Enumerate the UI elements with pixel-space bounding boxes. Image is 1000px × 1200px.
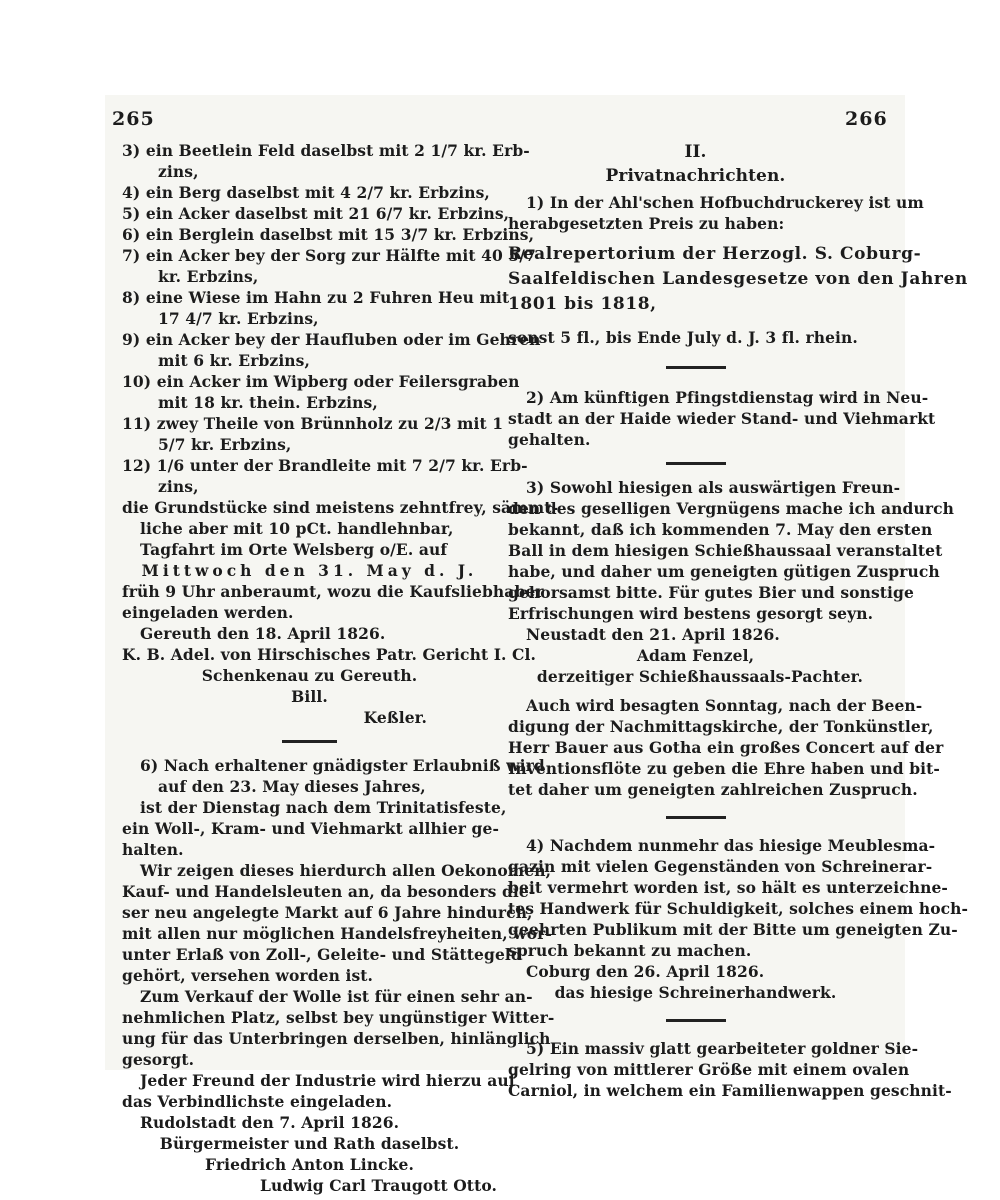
list-line: 17 4/7 kr. Erbzins, bbox=[158, 309, 319, 328]
list-line: 3) ein Beetlein Feld daselbst mit 2 1/7 kr. Erb- bbox=[122, 141, 530, 160]
notice-line: Tagfahrt im Orte Welsberg o/E. auf bbox=[140, 540, 448, 559]
signatory: Friedrich Anton Lincke. bbox=[205, 1155, 414, 1174]
notice-line: eingeladen werden. bbox=[122, 603, 294, 622]
ad-line: bekannt, daß ich kommenden 7. May den ersten bbox=[508, 520, 933, 539]
ad-line: tet daher um geneigten zahlreichen Zuspruch. bbox=[508, 780, 918, 799]
list-line: 6) ein Berglein daselbst mit 15 3/7 kr. Erbzins, bbox=[122, 225, 535, 244]
market-place-date: Rudolstadt den 7. April 1826. bbox=[140, 1113, 400, 1132]
issuing-court: K. B. Adel. von Hirschisches Patr. Gericht I. Cl. bbox=[122, 645, 536, 664]
ad-line: digung der Nachmittagskirche, der Tonkünstler, bbox=[508, 717, 934, 736]
list-line: 10) ein Acker im Wipberg oder Feilersgraben bbox=[122, 372, 520, 391]
page-number-left: 265 bbox=[112, 108, 155, 130]
ad-line: 3) Sowohl hiesigen als auswärtigen Freun- bbox=[526, 478, 901, 497]
ad-line: Auch wird besagten Sonntag, nach der Been- bbox=[526, 696, 923, 715]
ad-line: Inventionsflöte zu geben die Ehre haben und bit- bbox=[508, 759, 940, 778]
court-location: Schenkenau zu Gereuth. bbox=[201, 666, 418, 685]
ad-line: Herr Bauer aus Gotha ein großes Concert auf der bbox=[508, 738, 944, 757]
signatory: Keßler. bbox=[363, 708, 427, 727]
ad-place-date: Neustadt den 21. April 1826. bbox=[526, 625, 780, 644]
list-line: zins, bbox=[158, 162, 199, 181]
ad-line: 5) Ein massiv glatt gearbeiteter goldner Sie- bbox=[526, 1039, 919, 1058]
ad-line: tes Handwerk für Schuldigkeit, solches einem hoch- bbox=[508, 899, 969, 918]
market-notice bbox=[122, 755, 555, 1196]
signatory: das hiesige Schreinerhandwerk. bbox=[554, 983, 837, 1002]
list-line: zins, bbox=[158, 477, 199, 496]
ad-line: spruch bekannt zu machen. bbox=[508, 941, 752, 960]
section-divider bbox=[666, 366, 726, 369]
ad-line: gehalten. bbox=[508, 430, 591, 449]
ad-line: 2) Am künftigen Pfingstdienstag wird in Neu- bbox=[526, 388, 929, 407]
ad-item-5 bbox=[508, 1038, 952, 1101]
ad-line: gehorsamst bitte. Für gutes Bier und sonstige bbox=[508, 583, 914, 602]
market-line: unter Erlaß von Zoll-, Geleite- und Stättegeld bbox=[122, 945, 522, 964]
ad-line: beit vermehrt worden ist, so hält es unterzeichne- bbox=[508, 878, 948, 897]
ad-line: Ball in dem hiesigen Schießhaussaal veranstaltet bbox=[508, 541, 943, 560]
ad-line: Carniol, in welchem ein Familienwappen geschnit- bbox=[508, 1081, 952, 1100]
list-line: kr. Erbzins, bbox=[158, 267, 259, 286]
list-line: 4) ein Berg daselbst mit 4 2/7 kr. Erbzins, bbox=[122, 183, 490, 202]
ad-item-2 bbox=[508, 387, 936, 450]
ad-line: den des geselligen Vergnügens mache ich andurch bbox=[508, 499, 954, 518]
right-column bbox=[508, 140, 969, 1101]
section-divider bbox=[666, 816, 726, 819]
auction-notice bbox=[122, 497, 558, 728]
ad-line: 1) In der Ahl'schen Hofbuchdruckerey ist um bbox=[526, 193, 924, 212]
list-line: 5/7 kr. Erbzins, bbox=[158, 435, 292, 454]
market-line: ung für das Unterbringen derselben, hinlänglich bbox=[122, 1029, 551, 1048]
market-line: auf den 23. May dieses Jahres, bbox=[158, 777, 426, 796]
ad-item-3 bbox=[508, 477, 954, 800]
section-divider bbox=[666, 462, 726, 465]
price-line: sonst 5 fl., bis Ende July d. J. 3 fl. rhein. bbox=[508, 328, 858, 347]
market-line: ein Woll-, Kram- und Viehmarkt allhier ge- bbox=[122, 819, 499, 838]
market-line: ser neu angelegte Markt auf 6 Jahre hindurch, bbox=[122, 903, 533, 922]
list-line: mit 6 kr. Erbzins, bbox=[158, 351, 311, 370]
market-line: mit allen nur möglichen Handelsfreyheiten, wor- bbox=[122, 924, 552, 943]
market-line: halten. bbox=[122, 840, 184, 859]
ad-line: geehrten Publikum mit der Bitte um geneigten Zu- bbox=[508, 920, 958, 939]
list-line: 7) ein Acker bey der Sorg zur Hälfte mit 40 5/7 bbox=[122, 246, 536, 265]
signatory: Bürgermeister und Rath daselbst. bbox=[159, 1134, 460, 1153]
notice-line: liche aber mit 10 pCt. handlehnbar, bbox=[140, 519, 454, 538]
market-line: Wir zeigen dieses hierdurch allen Oekonomen, bbox=[140, 861, 552, 880]
market-line: gesorgt. bbox=[122, 1050, 195, 1069]
ad-line: Erfrischungen wird bestens gesorgt seyn. bbox=[508, 604, 874, 623]
ad-line: herabgesetzten Preis zu haben: bbox=[508, 214, 785, 233]
market-line: Zum Verkauf der Wolle ist für einen sehr an- bbox=[140, 987, 533, 1006]
section-divider bbox=[282, 740, 337, 743]
market-line: nehmlichen Platz, selbst bey ungünstiger Witter- bbox=[122, 1008, 555, 1027]
market-line: das Verbindlichste eingeladen. bbox=[122, 1092, 393, 1111]
ad-item-1 bbox=[508, 192, 968, 348]
book-title-line: Realrepertorium der Herzogl. S. Coburg- bbox=[508, 244, 922, 264]
ad-item-4 bbox=[508, 835, 969, 1003]
page-number-right: 266 bbox=[845, 108, 888, 130]
list-line: 8) eine Wiese im Hahn zu 2 Fuhren Heu mit bbox=[122, 288, 510, 307]
signatory: Bill. bbox=[291, 687, 328, 706]
section-title: Privatnachrichten. bbox=[605, 166, 786, 186]
list-line: 11) zwey Theile von Brünnholz zu 2/3 mit 1 bbox=[122, 414, 504, 433]
signatory: Ludwig Carl Traugott Otto. bbox=[260, 1176, 497, 1195]
ad-line: 4) Nachdem nunmehr das hiesige Meublesma- bbox=[526, 836, 936, 855]
section-divider bbox=[666, 1019, 726, 1022]
auction-date: Mittwoch den 31. May d. J. bbox=[141, 561, 478, 580]
notice-line: früh 9 Uhr anberaumt, wozu die Kaufsliebhaber bbox=[122, 582, 544, 601]
ad-line: gelring von mittlerer Größe mit einem ovalen bbox=[508, 1060, 910, 1079]
property-list bbox=[122, 140, 541, 497]
market-line: Kauf- und Handelsleuten an, da besonders die- bbox=[122, 882, 536, 901]
market-line: gehört, versehen worden ist. bbox=[122, 966, 374, 985]
notice-line: die Grundstücke sind meistens zehntfrey, sämmt- bbox=[122, 498, 558, 517]
book-title-line: 1801 bis 1818, bbox=[508, 294, 657, 314]
book-title-line: Saalfeldischen Landesgesetze von den Jahren bbox=[508, 269, 968, 289]
list-line: 12) 1/6 unter der Brandleite mit 7 2/7 kr. Erb- bbox=[122, 456, 528, 475]
list-line: 5) ein Acker daselbst mit 21 6/7 kr. Erbzins, bbox=[122, 204, 510, 223]
signatory: derzeitiger Schießhaussaals-Pachter. bbox=[536, 667, 863, 686]
market-line: Jeder Freund der Industrie wird hierzu auf bbox=[140, 1071, 516, 1090]
notice-place-date: Gereuth den 18. April 1826. bbox=[140, 624, 386, 643]
ad-line: gazin mit vielen Gegenständen von Schreinerar- bbox=[508, 857, 933, 876]
ad-line: stadt an der Haide wieder Stand- und Viehmarkt bbox=[508, 409, 936, 428]
market-line: ist der Dienstag nach dem Trinitatisfeste, bbox=[140, 798, 507, 817]
signatory: Adam Fenzel, bbox=[636, 646, 755, 665]
list-line: mit 18 kr. thein. Erbzins, bbox=[158, 393, 378, 412]
left-column bbox=[122, 140, 558, 1196]
list-line: 9) ein Acker bey der Haufluben oder im Gehren bbox=[122, 330, 541, 349]
ad-place-date: Coburg den 26. April 1826. bbox=[526, 962, 765, 981]
ad-line: habe, und daher um geneigten gütigen Zuspruch bbox=[508, 562, 940, 581]
section-number: II. bbox=[684, 142, 707, 162]
market-line: 6) Nach erhaltener gnädigster Erlaubniß wird bbox=[140, 756, 545, 775]
